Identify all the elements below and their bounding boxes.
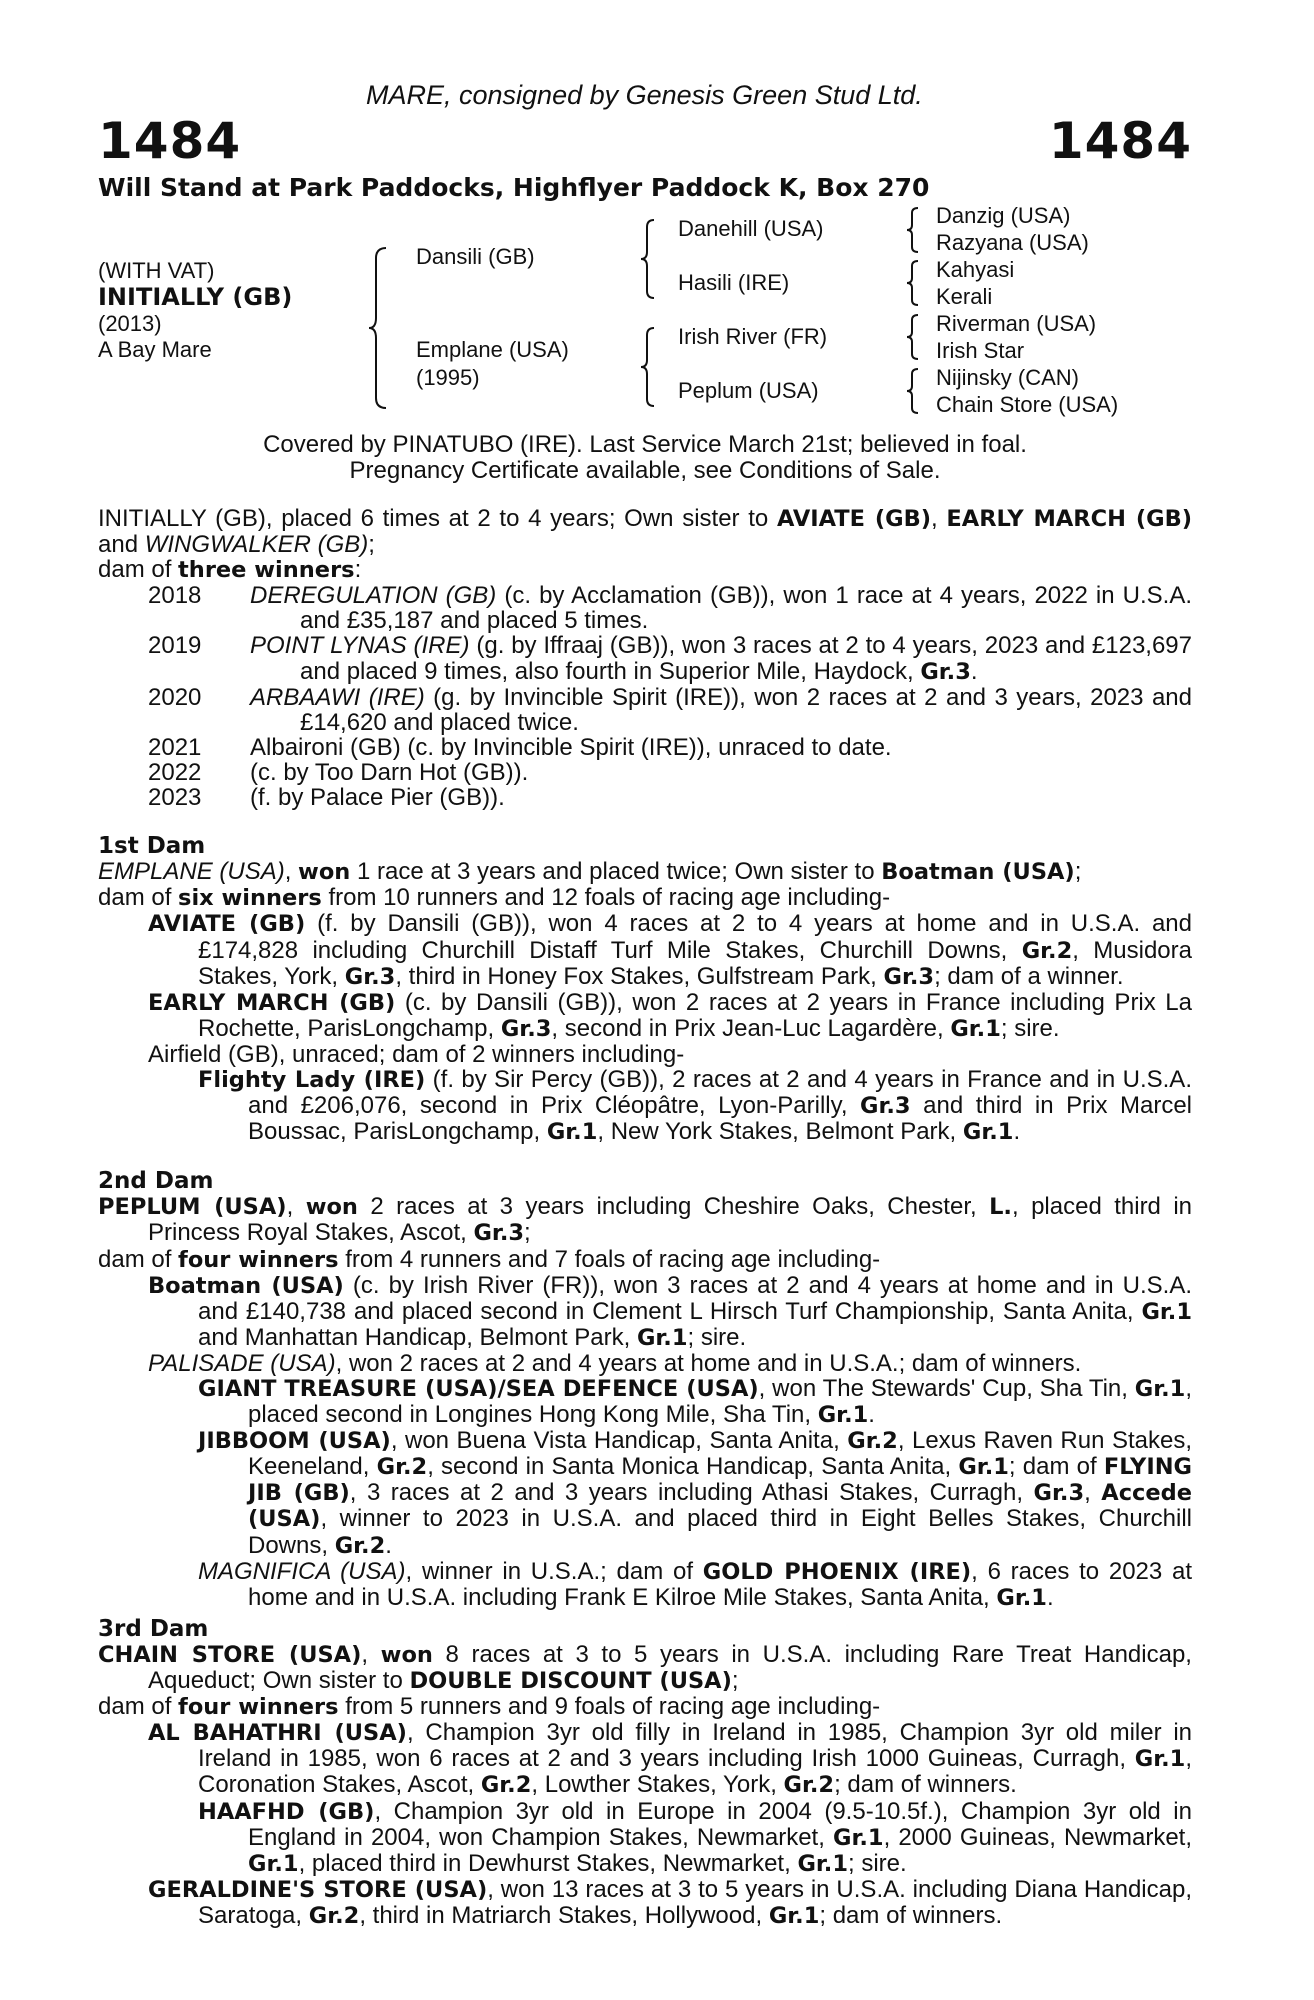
sep: and bbox=[98, 531, 145, 559]
catalogue-body bbox=[98, 506, 1192, 1929]
foal-record bbox=[250, 685, 1192, 735]
text: ; dam of a winner. bbox=[934, 962, 1124, 990]
text: ; bbox=[524, 1219, 531, 1247]
text: from 5 runners and 9 foals of racing age including- bbox=[338, 1693, 881, 1721]
text: ; bbox=[731, 1667, 739, 1695]
brace-gg2 bbox=[904, 259, 922, 307]
dam-name: EMPLANE (USA) bbox=[98, 858, 285, 886]
foal-record: (c. by Too Darn Hot (GB)). bbox=[250, 758, 529, 786]
horse-ref: EARLY MARCH (GB) bbox=[148, 989, 396, 1016]
sep: ; bbox=[368, 531, 375, 559]
text: , New York Stakes, Belmont Park, bbox=[597, 1118, 963, 1146]
dam-sire: Irish River (FR) bbox=[678, 324, 828, 349]
text: and Manhattan Handicap, Belmont Park, bbox=[198, 1323, 637, 1351]
brace-dam bbox=[638, 326, 658, 408]
produce-list bbox=[98, 583, 1192, 810]
text: , Lexus Raven Run Stakes, Keeneland, bbox=[248, 1427, 1193, 1481]
grade: Gr.1 bbox=[950, 1015, 1001, 1042]
grade: Gr.1 bbox=[1134, 1376, 1186, 1402]
text: ; sire. bbox=[687, 1323, 747, 1351]
text: , winner to 2023 in U.S.A. and placed third in Eight Belles Stakes, Churchill Downs, bbox=[248, 1505, 1192, 1559]
won-label: won bbox=[305, 1194, 358, 1221]
text: (f. by Dansili (GB)), won 4 races at 2 to 4 years at home and in U.S.A. and £174,828 including Churchill Distaff Turf Mile Stakes, Churchill Downs, bbox=[198, 910, 1193, 964]
foal-record: (f. by Palace Pier (GB)). bbox=[250, 784, 505, 812]
grade: Gr.1 bbox=[1141, 1298, 1192, 1325]
horse-ref: GERALDINE'S STORE (USA) bbox=[148, 1876, 488, 1903]
horse-ref: PALISADE (USA) bbox=[148, 1349, 336, 1377]
brace-gg1 bbox=[904, 206, 922, 254]
gg-danzig: Danzig (USA) bbox=[936, 203, 1071, 228]
second-dam-produce bbox=[98, 1247, 1192, 1273]
text: 8 races at 3 to 5 years in U.S.A. including Rare Treat Handicap, Aqueduct; Own sister to bbox=[148, 1640, 1192, 1695]
text: . bbox=[1046, 1583, 1054, 1611]
sire: Dansili (GB) bbox=[416, 244, 535, 269]
text: , placed second in Longines Hong Kong Mile, Sha Tin, bbox=[248, 1375, 1193, 1429]
grade: Gr.1 bbox=[248, 1850, 299, 1877]
foal-name: ARBAAWI (IRE) bbox=[250, 683, 425, 711]
grade: Gr.1 bbox=[958, 1454, 1009, 1481]
grade: Gr.3 bbox=[1033, 1480, 1085, 1507]
won-label: won bbox=[380, 1641, 433, 1668]
gg-riverman: Riverman (USA) bbox=[936, 311, 1097, 336]
grade: Gr.3 bbox=[500, 1015, 552, 1042]
gg-nijinsky: Nijinsky (CAN) bbox=[936, 365, 1079, 390]
foal-text: (g. by Iffraaj (GB)), won 3 races at 2 to 4 years, 2023 and £123,697 and placed 9 times, also fourth in Superior Mile, Haydock, bbox=[300, 632, 1193, 685]
dam-name: CHAIN STORE (USA) bbox=[98, 1641, 362, 1668]
dam: Emplane (USA) bbox=[416, 337, 569, 362]
grade: Gr.1 bbox=[546, 1119, 598, 1146]
grade: L. bbox=[989, 1194, 1012, 1221]
geraldines-store-entry bbox=[98, 1877, 1192, 1929]
gg-razyana: Razyana (USA) bbox=[936, 230, 1089, 255]
gg-kahyasi: Kahyasi bbox=[936, 257, 1015, 282]
grade: Gr.2 bbox=[783, 1772, 835, 1799]
grade: Gr.1 bbox=[797, 1850, 848, 1877]
text: , bbox=[286, 1193, 306, 1221]
text: dam of bbox=[98, 884, 179, 912]
text: , Lowther Stakes, York, bbox=[531, 1771, 784, 1799]
grade: Gr.2 bbox=[480, 1772, 532, 1799]
grade: Gr.3 bbox=[473, 1220, 525, 1247]
horse-ref: DOUBLE DISCOUNT (USA) bbox=[409, 1668, 732, 1695]
gg-kerali: Kerali bbox=[936, 284, 993, 309]
foal-name: POINT LYNAS (IRE) bbox=[250, 632, 470, 660]
boatman-entry bbox=[98, 1273, 1192, 1351]
horse-year: (2013) bbox=[98, 311, 162, 336]
pregnancy-line: Pregnancy Certificate available, see Conditions of Sale. bbox=[349, 457, 941, 484]
text: (f. by Sir Percy (GB)), 2 races at 2 and 4 years in France and in U.S.A. and £206,076, second in Prix Cléopâtre, Lyon-Parilly, bbox=[248, 1065, 1192, 1120]
text: , won Buena Vista Handicap, Santa Anita, bbox=[390, 1427, 848, 1455]
airfield-entry: Airfield (GB), unraced; dam of 2 winners including- bbox=[148, 1040, 685, 1068]
horse-ref: FLYING JIB (GB) bbox=[248, 1454, 1193, 1507]
jibboom-entry bbox=[98, 1428, 1192, 1558]
foal-year: 2021 bbox=[148, 733, 202, 761]
winners-count: four winners bbox=[178, 1246, 339, 1273]
intro-dam-of bbox=[98, 557, 1192, 583]
text: , Champion 3yr old filly in Ireland in 1985, Champion 3yr old miler in Ireland in 1985, won 6 races at 2 and 3 years including Irish 1000 Guineas, Curragh, bbox=[198, 1719, 1192, 1773]
sire-sire: Danehill (USA) bbox=[678, 216, 824, 241]
text: (c. by Dansili (GB)), won 2 races at 2 years in France including Prix La Rochette, ParisLongchamp, bbox=[198, 988, 1193, 1042]
first-dam-heading: 1st Dam bbox=[98, 833, 206, 860]
intro-text: INITIALLY (GB), placed 6 times at 2 to 4 years; Own sister to bbox=[98, 505, 777, 532]
text: ; dam of winners. bbox=[834, 1771, 1017, 1799]
horse-ref: AVIATE (GB) bbox=[148, 911, 306, 938]
text: (c. by Irish River (FR)), won 3 races at 2 and 4 years at home and in U.S.A. and £140,738 and placed second in Clement L Hirsch Turf Championship, Santa Anita, bbox=[198, 1271, 1192, 1325]
horse-ref: Accede (USA) bbox=[248, 1480, 1193, 1533]
al-bahathri-entry bbox=[98, 1720, 1192, 1798]
horse-ref: HAAFHD (GB) bbox=[198, 1798, 375, 1825]
text: . bbox=[1013, 1118, 1021, 1146]
grade: Gr.2 bbox=[376, 1454, 428, 1481]
aviate-entry bbox=[98, 911, 1192, 989]
grade: Gr.1 bbox=[768, 1902, 820, 1929]
second-dam-heading: 2nd Dam bbox=[98, 1168, 214, 1195]
sire-dam: Hasili (IRE) bbox=[678, 270, 790, 295]
stand-location: Will Stand at Park Paddocks, Highflyer Paddock K, Box 270 bbox=[98, 173, 930, 202]
produce-row bbox=[98, 735, 1192, 760]
brace-sire bbox=[638, 218, 658, 300]
early-march-name: EARLY MARCH (GB) bbox=[946, 506, 1192, 532]
dam-year: (1995) bbox=[416, 365, 480, 390]
text: ; bbox=[1074, 858, 1082, 886]
horse-ref: GIANT TREASURE (USA)/SEA DEFENCE (USA) bbox=[198, 1376, 759, 1402]
palisade-entry bbox=[98, 1351, 1192, 1376]
foal-text: . bbox=[970, 657, 978, 685]
produce-row bbox=[98, 583, 1192, 633]
aviate-name: AVIATE (GB) bbox=[776, 506, 932, 532]
horse-ref: Boatman (USA) bbox=[881, 859, 1075, 886]
third-dam-produce bbox=[98, 1694, 1192, 1720]
foal-year: 2020 bbox=[148, 683, 202, 711]
three-winners: three winners bbox=[178, 557, 355, 584]
text: ; sire. bbox=[848, 1849, 907, 1877]
foal-name: DEREGULATION (GB) bbox=[250, 582, 497, 610]
third-dam-record bbox=[98, 1642, 1192, 1694]
text: , bbox=[1084, 1479, 1102, 1507]
grade: Gr.2 bbox=[334, 1532, 386, 1559]
grade: Gr.2 bbox=[1021, 937, 1073, 964]
gg-irish-star: Irish Star bbox=[936, 338, 1025, 363]
text: . bbox=[385, 1531, 392, 1559]
produce-row bbox=[98, 633, 1192, 684]
text: , placed third in Dewhurst Stakes, Newmarket, bbox=[298, 1849, 798, 1877]
horse-name: INITIALLY (GB) bbox=[98, 283, 293, 311]
winners-count: four winners bbox=[178, 1694, 339, 1721]
grade: Gr.1 bbox=[817, 1402, 869, 1429]
dam-name: PEPLUM (USA) bbox=[98, 1194, 287, 1221]
text: , Champion 3yr old in Europe in 2004 (9.5-10.5f.), Champion 3yr old in England in 2004, won Champion Stakes, Newmarket, bbox=[248, 1797, 1192, 1851]
text: , bbox=[361, 1640, 381, 1668]
text: dam of bbox=[98, 1245, 179, 1273]
foal-year: 2019 bbox=[148, 632, 202, 660]
text: , 3 races at 2 and 3 years including Athasi Stakes, Curragh, bbox=[349, 1479, 1034, 1507]
lot-number-right: 1484 bbox=[1048, 112, 1192, 170]
foal-record bbox=[250, 583, 1192, 633]
brace-gg3 bbox=[904, 313, 922, 361]
brace-main bbox=[366, 246, 390, 410]
text: dam of bbox=[98, 556, 179, 584]
text: ; dam of winners. bbox=[819, 1901, 1003, 1929]
first-dam-record bbox=[98, 859, 1192, 885]
grade: Gr.1 bbox=[996, 1584, 1047, 1611]
text: 1 race at 3 years and placed twice; Own sister to bbox=[350, 858, 882, 886]
text: , bbox=[284, 858, 299, 886]
second-dam-record bbox=[98, 1194, 1192, 1246]
text: : bbox=[354, 556, 362, 584]
foal-record bbox=[250, 633, 1192, 684]
sep: , bbox=[931, 505, 947, 532]
flighty-lady-entry bbox=[98, 1067, 1192, 1145]
produce-row bbox=[98, 760, 1192, 785]
grade: Gr.3 bbox=[920, 658, 971, 685]
text: , Musidora Stakes, York, bbox=[198, 936, 1192, 990]
text: , third in Matriarch Stakes, Hollywood, bbox=[359, 1901, 769, 1929]
foal-text: (c. by Acclamation (GB)), won 1 race at 4 years, 2022 in U.S.A. and £35,187 and placed 5 times. bbox=[300, 582, 1192, 635]
grade: Gr.1 bbox=[1134, 1746, 1186, 1773]
text: from 4 runners and 7 foals of racing age including- bbox=[338, 1245, 881, 1273]
text: from 10 runners and 12 foals of racing age including- bbox=[321, 884, 891, 912]
grade: Gr.1 bbox=[636, 1324, 688, 1351]
won-label: won bbox=[298, 859, 351, 886]
text: ; dam of bbox=[1008, 1453, 1104, 1481]
text: 2 races at 3 years including Cheshire Oaks, Chester, bbox=[357, 1193, 990, 1221]
text: , winner in U.S.A.; dam of bbox=[405, 1557, 703, 1585]
grade: Gr.3 bbox=[883, 963, 935, 990]
haafhd-entry bbox=[98, 1799, 1192, 1877]
text: dam of bbox=[98, 1693, 179, 1721]
horse-ref: Boatman (USA) bbox=[148, 1272, 344, 1299]
text: , second in Prix Jean-Luc Lagardère, bbox=[551, 1014, 951, 1042]
foal-record: Albaironi (GB) (c. by Invincible Spirit (IRE)), unraced to date. bbox=[250, 733, 892, 761]
foal-year: 2022 bbox=[148, 758, 202, 786]
gg-chain-store: Chain Store (USA) bbox=[936, 392, 1119, 417]
grade: Gr.1 bbox=[833, 1824, 884, 1851]
grade: Gr.2 bbox=[308, 1902, 360, 1929]
first-dam-produce bbox=[98, 885, 1192, 911]
text: , third in Honey Fox Stakes, Gulfstream Park, bbox=[395, 962, 884, 990]
text: , Coronation Stakes, Ascot, bbox=[198, 1745, 1192, 1799]
third-dam-heading: 3rd Dam bbox=[98, 1615, 209, 1642]
produce-row bbox=[98, 685, 1192, 735]
text: , won 13 races at 3 to 5 years in U.S.A. including Diana Handicap, Saratoga, bbox=[198, 1875, 1192, 1929]
horse-ref: Flighty Lady (IRE) bbox=[198, 1066, 426, 1093]
text: and third in Prix Marcel Boussac, ParisLongchamp, bbox=[248, 1092, 1192, 1146]
text: , 6 races to 2023 at home and in U.S.A. including Frank E Kilroe Mile Stakes, Santa Anita, bbox=[248, 1557, 1192, 1611]
early-march-entry bbox=[98, 990, 1192, 1042]
magnifica-entry bbox=[98, 1559, 1192, 1611]
covering-line: Covered by PINATUBO (IRE). Last Service March 21st; believed in foal. bbox=[263, 431, 1027, 458]
vat-label: (WITH VAT) bbox=[98, 258, 215, 283]
text: ; sire. bbox=[1000, 1014, 1060, 1042]
text: , placed third in Princess Royal Stakes, Ascot, bbox=[148, 1193, 1193, 1247]
brace-gg4 bbox=[904, 367, 922, 415]
foal-year: 2023 bbox=[148, 784, 202, 812]
wingwalker-name: WINGWALKER (GB) bbox=[144, 531, 369, 559]
giant-treasure-entry bbox=[98, 1376, 1192, 1428]
horse-description: A Bay Mare bbox=[98, 337, 212, 362]
lot-number-left: 1484 bbox=[98, 112, 242, 170]
grade: Gr.3 bbox=[344, 963, 396, 990]
text: , won 2 races at 2 and 4 years at home and in U.S.A.; dam of winners. bbox=[335, 1349, 1082, 1377]
dam-dam: Peplum (USA) bbox=[678, 378, 819, 403]
grade: Gr.1 bbox=[962, 1119, 1014, 1146]
text: , 2000 Guineas, Newmarket, bbox=[883, 1823, 1192, 1851]
consignor-line: MARE, consigned by Genesis Green Stud Ltd. bbox=[366, 80, 923, 110]
horse-ref: GOLD PHOENIX (IRE) bbox=[702, 1558, 972, 1585]
foal-year: 2018 bbox=[148, 582, 202, 610]
grade: Gr.2 bbox=[847, 1428, 898, 1455]
intro-paragraph bbox=[98, 506, 1192, 557]
horse-ref: MAGNIFICA (USA) bbox=[198, 1557, 406, 1585]
produce-row bbox=[98, 785, 1192, 810]
winners-count: six winners bbox=[178, 885, 322, 912]
grade: Gr.3 bbox=[860, 1093, 911, 1120]
text: , won The Stewards' Cup, Sha Tin, bbox=[758, 1375, 1135, 1402]
text: , second in Santa Monica Handicap, Santa Anita, bbox=[427, 1453, 959, 1481]
horse-ref: JIBBOOM (USA) bbox=[198, 1428, 391, 1455]
text: . bbox=[868, 1401, 875, 1429]
horse-ref: AL BAHATHRI (USA) bbox=[148, 1720, 407, 1747]
foal-text: (g. by Invincible Spirit (IRE)), won 2 races at 2 and 3 years, 2023 and £14,620 and placed twice. bbox=[300, 683, 1192, 736]
